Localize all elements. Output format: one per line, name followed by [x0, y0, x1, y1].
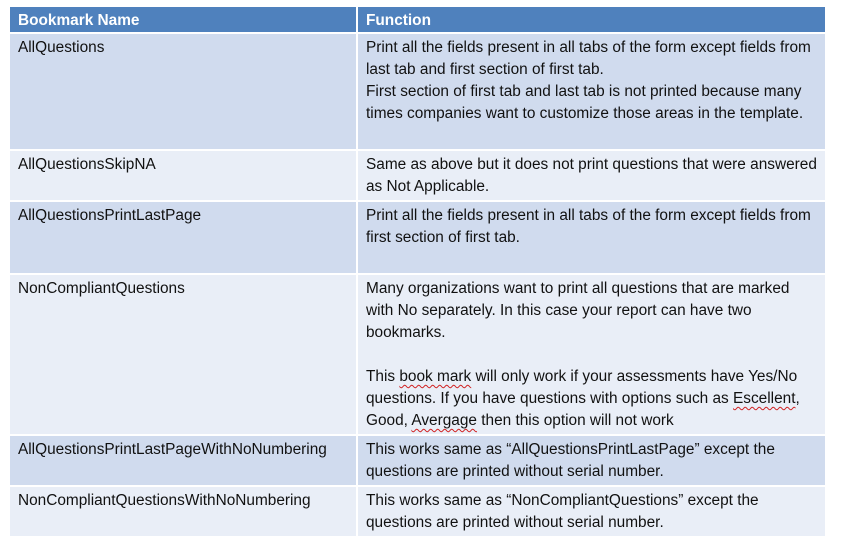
table-row	[10, 34, 825, 151]
table-row	[10, 436, 825, 487]
header-function: Function	[366, 12, 431, 29]
misspelled-word: book mark	[399, 368, 472, 385]
function-text: Same as above but it does not print questions that were answered as Not Applicable.	[366, 156, 817, 195]
function-cell	[358, 34, 825, 149]
bookmark-name-cell: AllQuestionsPrintLastPageWithNoNumbering	[10, 436, 358, 485]
paragraph-gap	[366, 344, 817, 366]
function-cell	[358, 487, 825, 536]
function-text: This works same as “NonCompliantQuestions” except the questions are printed without serial number.	[366, 492, 759, 531]
bookmark-table	[10, 7, 825, 538]
function-cell	[358, 151, 825, 200]
table-row	[10, 487, 825, 538]
header-bookmark-name: Bookmark Name	[10, 7, 358, 32]
bookmark-name-cell: AllQuestionsPrintLastPage	[10, 202, 358, 273]
misspelled-word: Avergage	[411, 412, 477, 429]
function-text: This works same as “AllQuestionsPrintLastPage” except the questions are printed without serial number.	[366, 441, 775, 480]
function-text: First section of first tab and last tab is not printed because many times companies want to customize those areas in the template.	[366, 83, 804, 122]
function-cell	[358, 202, 825, 273]
misspelled-word: Escellent	[733, 390, 796, 407]
function-text: Many organizations want to print all questions that are marked with No separately. In this case your report can have two bookmarks.	[366, 280, 790, 341]
table-row	[10, 275, 825, 436]
bookmark-name-cell: AllQuestionsSkipNA	[10, 151, 358, 200]
function-text: Print all the fields present in all tabs of the form except fields from last tab and first section of first tab.	[366, 39, 811, 78]
function-text: This book mark will only work if your assessments have Yes/No questions. If you have questions with options such as Escellent, Good, Avergage then this option will not work	[366, 368, 800, 429]
bookmark-name-cell: NonCompliantQuestions	[10, 275, 358, 434]
table-header-row	[10, 7, 825, 34]
function-cell	[358, 275, 825, 434]
bookmark-name-cell: NonCompliantQuestionsWithNoNumbering	[10, 487, 358, 536]
table-row	[10, 151, 825, 202]
function-cell	[358, 436, 825, 485]
table-row	[10, 202, 825, 275]
function-text: Print all the fields present in all tabs of the form except fields from first section of first tab.	[366, 207, 811, 246]
bookmark-name-cell: AllQuestions	[10, 34, 358, 149]
